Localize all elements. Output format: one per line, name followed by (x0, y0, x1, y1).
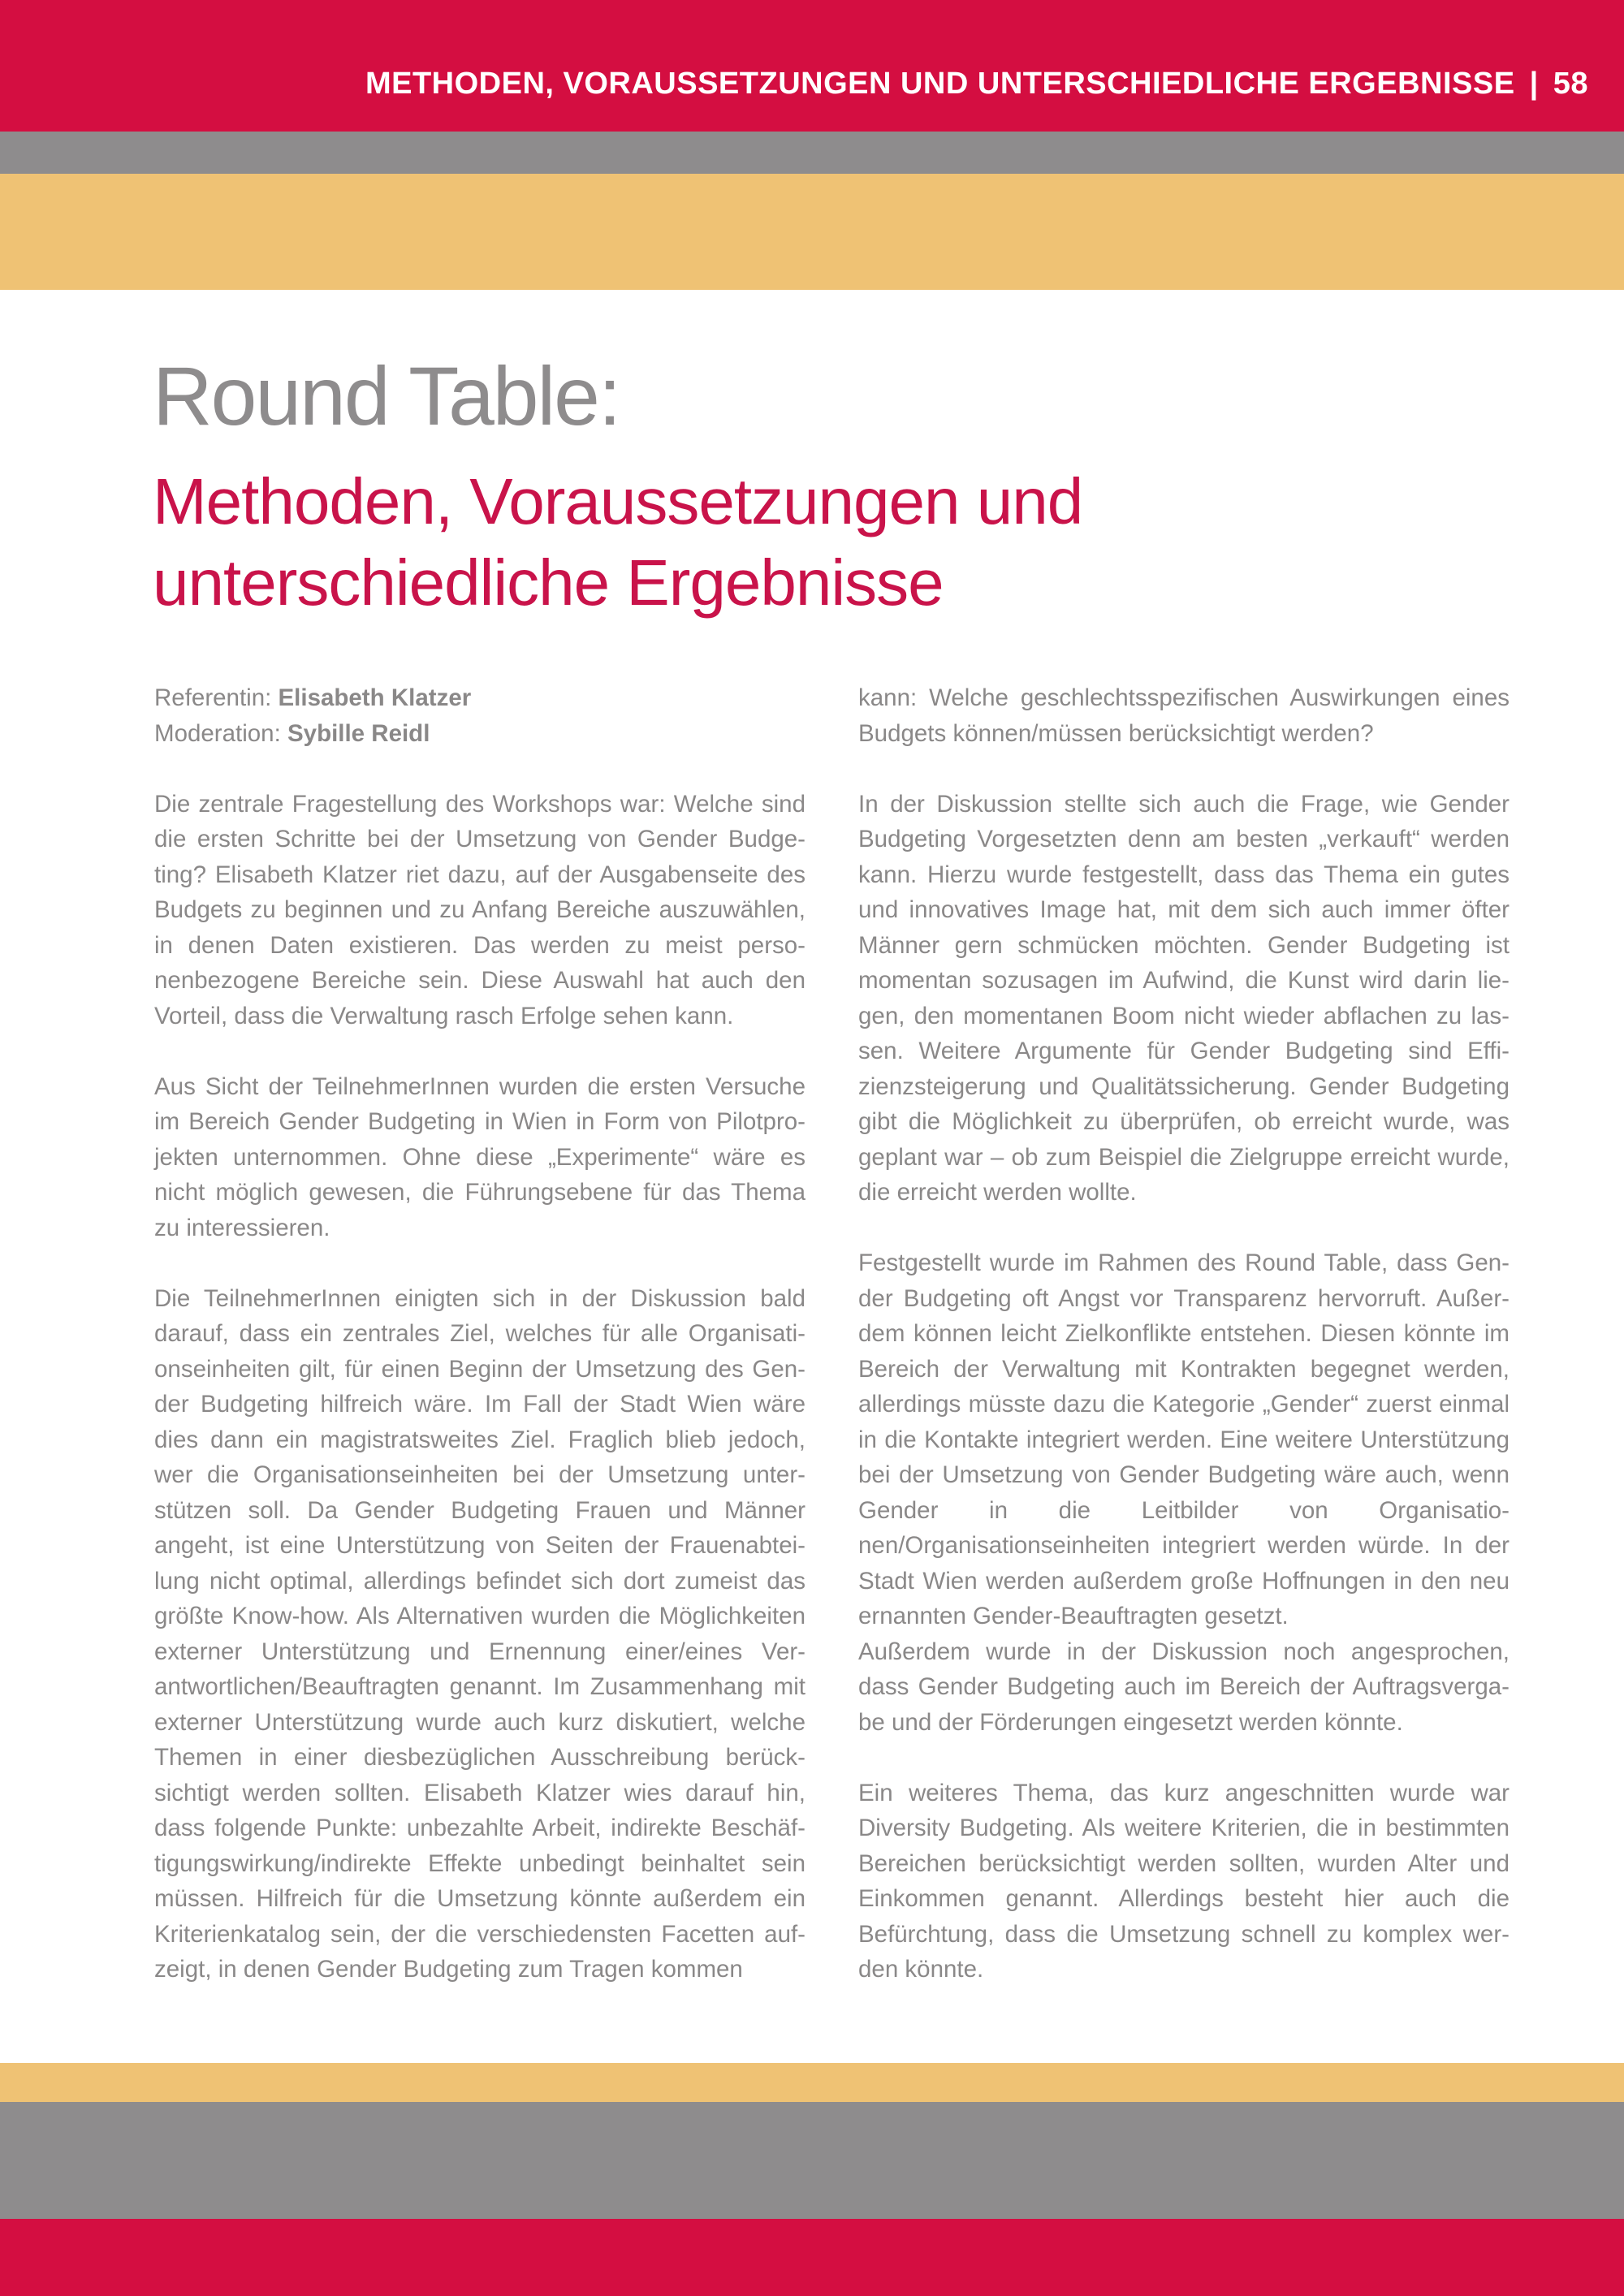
paragraph: In der Diskussion stellte sich auch die Frage, wie Gender Budgeting Vorgesetzten denn am besten „verkauft“ werden kann. Hierzu wurde festgestellt, dass das Thema ein gutes und innovatives Image hat, mit dem sich auch immer öfter Männer gern schmücken möchten. Gender Budgeting ist momentan sozusagen im Aufwind, die Kunst wird darin liegen, den momentanen Boom nicht wieder abflachen zu lassen. Weitere Argumente für Gender Budgeting sind Effizienzsteigerung und Qualitätssicherung. Gender Budgeting gibt die Möglichkeit zu überprüfen, ob erreicht wurde, was geplant war – ob zum Beispiel die Zielgruppe erreicht wurde, die erreicht werden wollte. (858, 790, 1510, 1206)
left-column (154, 680, 806, 1987)
footer-band-red (0, 2219, 1624, 2296)
moderation-line (154, 716, 806, 752)
header-band-gold (0, 174, 1624, 290)
article-subtitle-line1: Methoden, Voraussetzungen und (153, 465, 1083, 537)
article-subtitle (153, 461, 1371, 624)
paragraph: Festgestellt wurde im Rahmen des Round Table, dass Gender Budgeting oft Angst vor Transparenz hervorruft. Außerdem können leicht Zielkonflikte entstehen. Diesen könnte im Bereich der Verwaltung mit Kontrakten begegnet werden, allerdings müsste dazu die Kategorie „Gender“ zuerst einmal in die Kontakte integriert werden. Eine weitere Unterstützung bei der Umsetzung von Gender Budgeting wäre auch, wenn Gender in die Leitbilder von Organisationen/Organisationseinheiten integriert werden würde. In der Stadt Wien werden außerdem große Hoffnungen in den neu ernannten Gender-Beauftragten gesetzt. (858, 1249, 1510, 1629)
paragraph: kann: Welche geschlechtsspezifischen Auswirkungen eines Budgets können/müssen berücksichtigt werden? (858, 684, 1510, 747)
paragraph: Ein weiteres Thema, das kurz angeschnitten wurde war Diversity Budgeting. Als weitere Kriterien, die in bestimmten Bereichen berücksichtigt werden sollten, wurden Alter und Einkommen genannt. Allerdings besteht hier auch die Befürchtung, dass die Umsetzung schnell zu komplex werden könnte. (858, 1779, 1510, 1983)
right-column (858, 680, 1510, 1987)
article-title: Round Table: (153, 350, 620, 442)
paragraph: Außerdem wurde in der Diskussion noch angesprochen, dass Gender Budgeting auch im Bereich der Auftragsvergabe und der Förderungen eingesetzt werden könnte. (858, 1638, 1510, 1736)
paragraph: Die zentrale Fragestellung des Workshops war: Welche sind die ersten Schritte bei der Umsetzung von Gender Budgeting? Elisabeth Klatzer riet dazu, auf der Ausgabenseite des Budgets zu beginnen und zu Anfang Bereiche auszuwählen, in denen Daten existieren. Das werden zu meist personenbezogene Bereiche sein. Diese Auswahl hat auch den Vorteil, dass die Verwaltung rasch Erfolge sehen kann. (154, 790, 806, 1029)
header-band-grey (0, 132, 1624, 174)
running-header-title: METHODEN, VORAUSSETZUNGEN UND UNTERSCHIEDLICHE ERGEBNISSE (365, 67, 1515, 101)
moderation-label: Moderation: (154, 719, 287, 747)
footer-band-gold (0, 2063, 1624, 2102)
speaker-credits (154, 680, 806, 751)
moderation-name: Sybille Reidl (287, 719, 430, 747)
article-subtitle-line2: unterschiedliche Ergebnisse (153, 546, 944, 619)
paragraph: Die TeilnehmerInnen einigten sich in der Diskussion bald darauf, dass ein zentrales Ziel, welches für alle Organisationseinheiten gilt, für einen Beginn der Umsetzung des Gender Budgeting hilfreich wäre. Im Fall der Stadt Wien wäre dies dann ein magistratsweites Ziel. Fraglich blieb jedoch, wer die Organisationseinheiten bei der Umsetzung unterstützen soll. Da Gender Budgeting Frauen und Männer angeht, ist eine Unterstützung von Seiten der Frauenabteilung nicht optimal, allerdings befindet sich dort zumeist das größte Know-how. Als Alternativen wurden die Möglichkeiten externer Unterstützung und Ernennung einer/eines Verantwortlichen/Beauftragten genannt. Im Zusammenhang mit externer Unterstützung wurde auch kurz diskutiert, welche Themen in einer diesbezüglichen Ausschreibung berücksichtigt werden sollten. Elisabeth Klatzer wies darauf hin, dass folgende Punkte: unbezahlte Arbeit, indirekte Beschäftigungswirkung/indirekte Effekte unbedingt beinhaltet sein müssen. Hilfreich für die Umsetzung könnte außerdem ein Kriterienkatalog sein, der die verschiedensten Facetten aufzeigt, in denen Gender Budgeting zum Tragen kommen (154, 1284, 806, 1983)
running-header (365, 63, 1588, 104)
paragraph: Aus Sicht der TeilnehmerInnen wurden die ersten Versuche im Bereich Gender Budgeting in Wien in Form von Pilotprojekten unternommen. Ohne diese „Experimente“ wäre es nicht möglich gewesen, die Führungsebene für das Thema zu interessieren. (154, 1072, 806, 1241)
speaker-name: Elisabeth Klatzer (278, 684, 472, 711)
page-number: 58 (1553, 67, 1588, 101)
header-band-red (0, 0, 1624, 132)
speaker-line (154, 680, 806, 716)
running-header-separator: | (1529, 67, 1539, 101)
footer-band-grey (0, 2102, 1624, 2219)
speaker-label: Referentin: (154, 684, 279, 711)
